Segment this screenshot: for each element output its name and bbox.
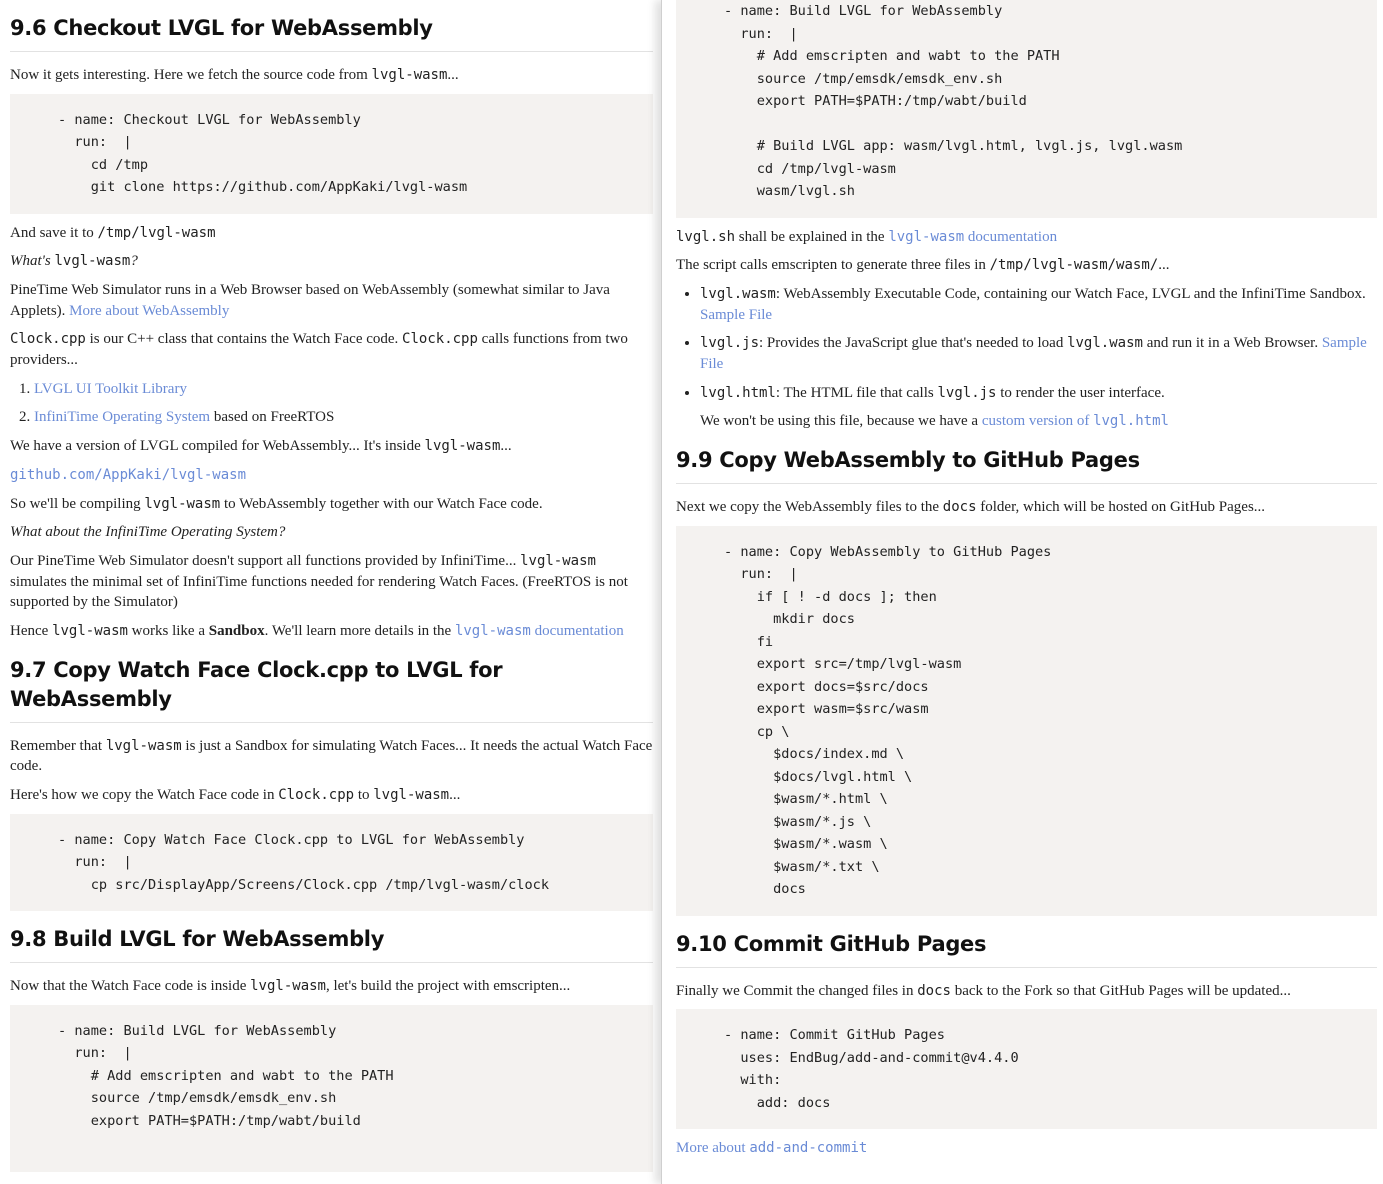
provider-list <box>10 379 653 428</box>
link-lvgl-wasm-documentation[interactable]: lvgl-wasm documentation <box>888 228 1058 245</box>
code-block-copy-watch-face: - name: Copy Watch Face Clock.cpp to LVGL for WebAssembly run: | cp src/DisplayApp/Screens/Clock.cpp /tmp/lvgl-wasm/clock <box>10 814 653 912</box>
code-block-copy-webassembly: - name: Copy WebAssembly to GitHub Pages run: | if [ ! -d docs ]; then mkdir docs fi export src=/tmp/lvgl-wasm export docs=$src/docs export wasm=$src/wasm cp \ $docs/index.md \ $docs/lvgl.html \ $wasm/*.html \ $wasm/*.js \ $wasm/*.wasm \ $wasm/*.txt \ docs <box>676 526 1377 916</box>
code-block-checkout: - name: Checkout LVGL for WebAssembly run: | cd /tmp git clone https://github.com/AppKaki/lvgl-wasm <box>10 94 653 214</box>
heading-9-9: 9.9 Copy WebAssembly to GitHub Pages <box>676 446 1377 484</box>
paragraph: Here's how we copy the Watch Face code in Clock.cpp to lvgl-wasm... <box>10 786 461 803</box>
code-block-commit-pages: - name: Commit GitHub Pages uses: EndBug/add-and-commit@v4.4.0 with: add: docs <box>676 1009 1377 1129</box>
heading-9-7: 9.7 Copy Watch Face Clock.cpp to LVGL for WebAssembly <box>10 656 653 723</box>
generated-files-list <box>676 284 1377 432</box>
paragraph: Clock.cpp is our C++ class that contains the Watch Face code. Clock.cpp calls functions from two providers... <box>10 331 628 369</box>
list-item <box>34 379 653 400</box>
heading-9-8: 9.8 Build LVGL for WebAssembly <box>10 925 653 963</box>
link-sample-file-js[interactable]: Sample File <box>700 335 1367 372</box>
link-more-about-webassembly[interactable]: More about WebAssembly <box>69 302 230 319</box>
paragraph-italic: What about the InfiniTime Operating System? <box>10 524 286 541</box>
link-more-about-add-and-commit[interactable]: More about add-and-commit <box>676 1140 868 1157</box>
paragraph: Hence lvgl-wasm works like a Sandbox. We'll learn more details in the lvgl-wasm documentation <box>10 622 624 639</box>
heading-9-6: 9.6 Checkout LVGL for WebAssembly <box>10 14 653 52</box>
list-item: 2. InfiniTime Operating System based on FreeRTOS <box>34 407 653 428</box>
heading-9-10: 9.10 Commit GitHub Pages <box>676 930 1377 968</box>
link-github-lvgl-wasm[interactable]: github.com/AppKaki/lvgl-wasm <box>10 466 247 483</box>
paragraph: lvgl.sh shall be explained in the lvgl-wasm documentation <box>676 228 1058 245</box>
paragraph-italic: What's lvgl-wasm? <box>10 253 138 270</box>
paragraph: So we'll be compiling lvgl-wasm to WebAssembly together with our Watch Face code. <box>10 495 543 512</box>
code-block-build-lvgl: - name: Build LVGL for WebAssembly run: | # Add emscripten and wabt to the PATH source /tmp/emsdk/emsdk_env.sh export PATH=$PATH:/tmp/wabt/build <box>10 1005 653 1173</box>
paragraph: We have a version of LVGL compiled for WebAssembly... It's inside lvgl-wasm... <box>10 438 512 455</box>
right-document-pane[interactable] <box>661 0 1383 1184</box>
list-item: • lvgl.html: The HTML file that calls lvgl.js to render the user interface. We won't be using this file, because we have a custom version of lvgl.html <box>700 383 1377 432</box>
list-item: • lvgl.js: Provides the JavaScript glue that's needed to load lvgl.wasm and run it in a Web Browser. Sample File <box>700 333 1377 374</box>
link-custom-lvgl-html[interactable]: custom version of lvgl.html <box>981 413 1169 430</box>
link-lvgl-ui-toolkit[interactable]: LVGL UI Toolkit Library <box>34 380 187 397</box>
paragraph: Now that the Watch Face code is inside lvgl-wasm, let's build the project with emscripten... <box>10 978 571 995</box>
left-document-pane[interactable] <box>0 0 660 1184</box>
list-item: • lvgl.wasm: WebAssembly Executable Code, containing our Watch Face, LVGL and the InfiniTime Sandbox. Sample File <box>700 284 1377 325</box>
paragraph <box>10 465 653 486</box>
paragraph: Finally we Commit the changed files in docs back to the Fork so that GitHub Pages will be updated... <box>676 982 1291 999</box>
paragraph: Now it gets interesting. Here we fetch the source code from lvgl-wasm... <box>10 66 459 83</box>
paragraph: The script calls emscripten to generate three files in /tmp/lvgl-wasm/wasm/... <box>676 257 1170 274</box>
paragraph <box>676 1138 1377 1159</box>
paragraph: And save it to /tmp/lvgl-wasm <box>10 224 216 241</box>
paragraph: Our PineTime Web Simulator doesn't support all functions provided by InfiniTime... lvgl-wasm simulates the minimal set of InfiniTime functions needed for rendering Watch Faces. (FreeRTOS is not supported by the Simulator) <box>10 552 628 611</box>
link-sample-file-wasm[interactable]: Sample File <box>700 306 773 323</box>
paragraph: Remember that lvgl-wasm is just a Sandbox for simulating Watch Faces... It needs the actual Watch Face code. <box>10 737 653 775</box>
link-lvgl-wasm-documentation[interactable]: lvgl-wasm documentation <box>454 622 624 639</box>
paragraph: We won't be using this file, because we have a custom version of lvgl.html <box>700 413 1169 430</box>
paragraph: PineTime Web Simulator runs in a Web Browser based on WebAssembly (somewhat similar to Java Applets). More about WebAssembly <box>10 282 610 319</box>
code-block-build-lvgl-continued: - name: Build LVGL for WebAssembly run: | # Add emscripten and wabt to the PATH source /tmp/emsdk/emsdk_env.sh export PATH=$PATH:/tmp/wabt/build # Build LVGL app: wasm/lvgl.html, lvgl.js, lvgl.wasm cd /tmp/lvgl-wasm wasm/lvgl.sh <box>676 0 1377 218</box>
link-infinitime-os[interactable]: InfiniTime Operating System <box>34 409 211 426</box>
paragraph: Next we copy the WebAssembly files to the docs folder, which will be hosted on GitHub Pages... <box>676 498 1266 515</box>
